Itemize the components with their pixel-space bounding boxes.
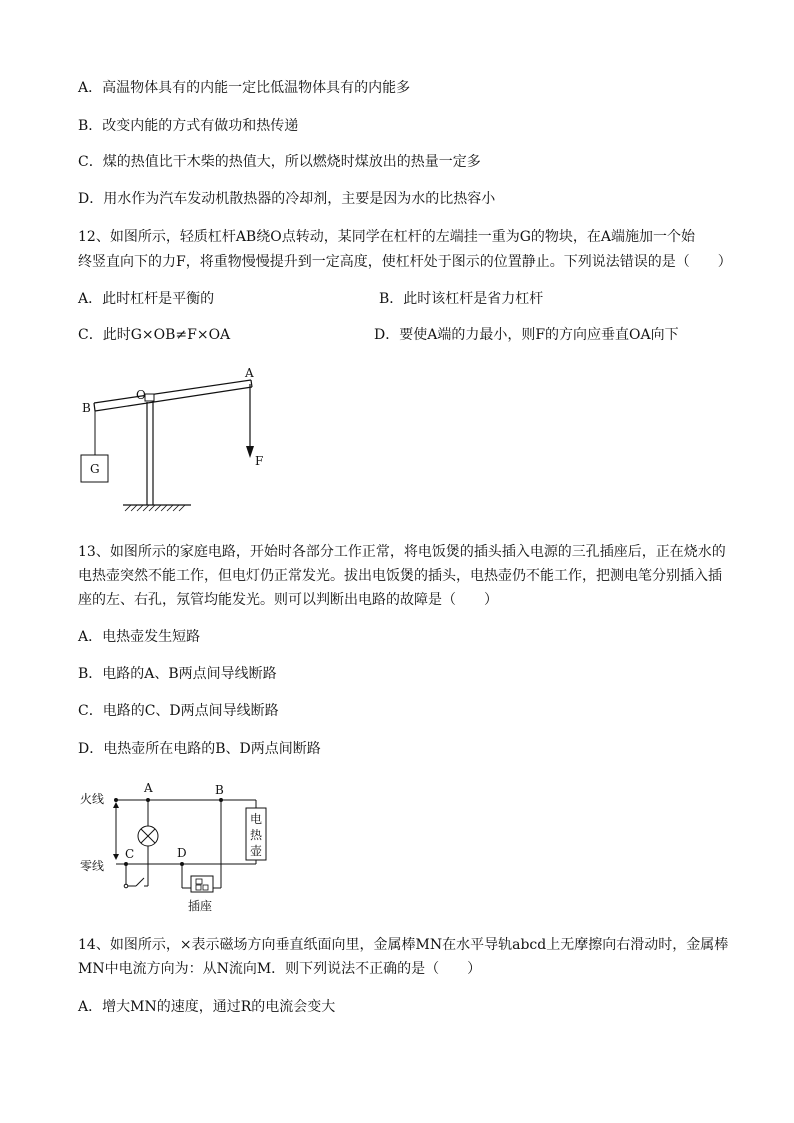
q12-option-d: D．要使A端的力最小，则F的方向应垂直OA向下 xyxy=(374,327,679,343)
q11-option-c: C．煤的热值比干木柴的热值大，所以燃烧时煤放出的热量一定多 xyxy=(78,154,481,170)
q12-option-b: B．此时该杠杆是省力杠杆 xyxy=(379,291,544,307)
circuit-label-a: A xyxy=(144,781,153,795)
lever-label-f: F xyxy=(255,454,264,468)
q14-stem-line2: MN中电流方向为：从N流向M．则下列说法不正确的是（ ） xyxy=(78,961,482,977)
q12-option-c: C．此时G×OB≠F×OA xyxy=(78,327,231,343)
q13-option-a: A．电热壶发生短路 xyxy=(78,629,201,645)
socket-label: 插座 xyxy=(188,899,213,913)
q13-option-d: D．电热壶所在电路的B、D两点间断路 xyxy=(78,741,321,757)
q12-stem-line1: 12、如图所示，轻质杠杆AB绕O点转动，某同学在杠杆的左端挂一重为G的物块，在A端施加一个始 xyxy=(78,229,695,245)
circuit-label-c: C xyxy=(125,847,135,861)
kettle-char-3: 壶 xyxy=(250,844,263,858)
q13-option-b: B．电路的A、B两点间导线断路 xyxy=(78,666,277,682)
live-wire-label: 火线 xyxy=(80,792,105,806)
q11-option-b: B．改变内能的方式有做功和热传递 xyxy=(78,118,299,134)
kettle-char-1: 电 xyxy=(250,812,263,826)
lever-label-o: O xyxy=(136,388,146,402)
q14-stem-line1: 14、如图所示，×表示磁场方向垂直纸面向里，金属棒MN在水平导轨abcd上无摩擦向右滑动时，金属棒 xyxy=(78,937,729,953)
q13-option-c: C．电路的C、D两点间导线断路 xyxy=(78,703,279,719)
kettle-char-2: 热 xyxy=(250,828,263,842)
circuit-figure xyxy=(78,778,278,918)
q13-stem-line1: 13、如图所示的家庭电路，开始时各部分工作正常，将电饭煲的插头插入电源的三孔插座后，正在烧水的 xyxy=(78,544,726,560)
q11-option-a: A．高温物体具有的内能一定比低温物体具有的内能多 xyxy=(78,80,411,96)
lever-figure xyxy=(75,362,285,522)
q13-stem-line2: 电热壶突然不能工作，但电灯仍正常发光。拔出电饭煲的插头，电热壶仍不能工作，把测电笔分别插入插 xyxy=(78,568,722,584)
q11-option-d: D．用水作为汽车发动机散热器的冷却剂，主要是因为水的比热容小 xyxy=(78,191,496,207)
circuit-label-b: B xyxy=(215,783,224,797)
q14-option-a: A．增大MN的速度，通过R的电流会变大 xyxy=(78,999,336,1015)
neutral-wire-label: 零线 xyxy=(80,859,105,873)
lever-label-g: G xyxy=(90,462,100,476)
q12-option-a: A．此时杠杆是平衡的 xyxy=(78,291,215,307)
lever-label-a: A xyxy=(245,366,254,380)
circuit-label-d: D xyxy=(177,846,187,860)
q12-stem-line2: 终竖直向下的力F，将重物慢慢提升到一定高度，使杠杆处于图示的位置静止。下列说法错误的是（ ） xyxy=(78,254,732,270)
lever-label-b: B xyxy=(82,401,91,415)
q13-stem-line3: 座的左、右孔，氖管均能发光。则可以判断出电路的故障是（ ） xyxy=(78,592,498,608)
